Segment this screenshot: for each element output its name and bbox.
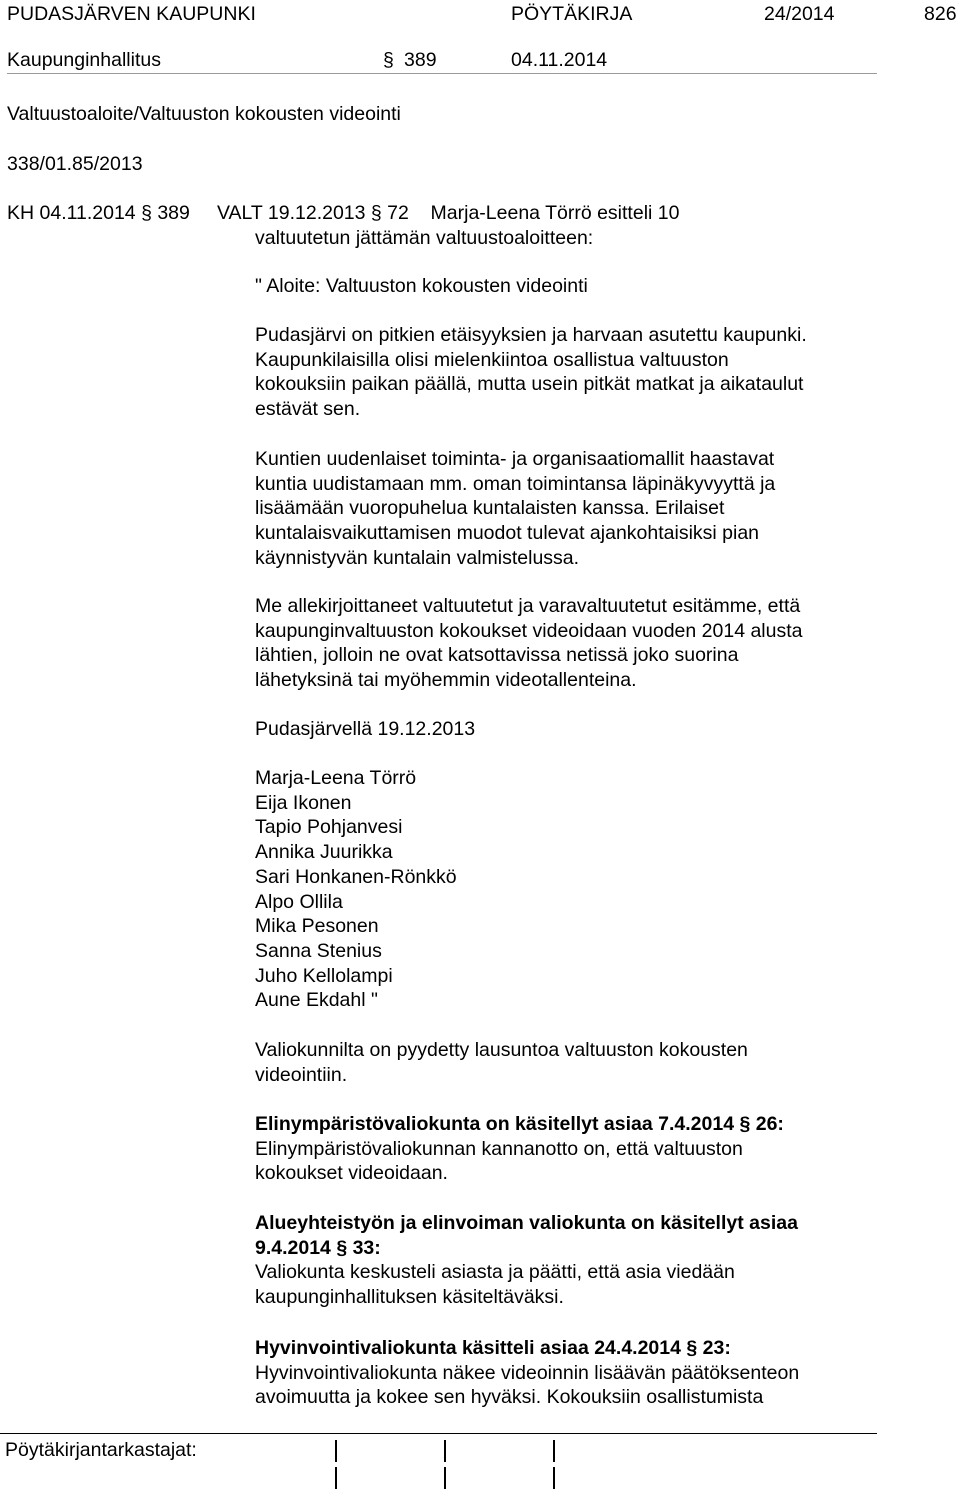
page-number: 826 [924,3,957,25]
statement-2-heading: Alueyhteistyön ja elinvoiman valiokunta on käsitellyt asiaa [255,1212,798,1234]
statement-3: Hyvinvointivaliokunta käsitteli asiaa 24.4.2014 § 23: Hyvinvointivaliokunta näkee videoinnin lisäävän päätöksenteon avoimuutta ja kokee sen hyväksi. Kokouksiin osallistumista [255,1337,800,1409]
signature-box-divider [335,1440,337,1462]
statement-1: Elinympäristövaliokunta on käsitellyt asiaa 7.4.2014 § 26: Elinympäristövaliokunnan kannanotto on, että valtuuston kokoukset videoidaan. [255,1113,784,1185]
doc-number: 24/2014 [764,3,835,25]
aloite-paragraph-3: Me allekirjoittaneet valtuutetut ja varavaltuutetut esitämme, että kaupunginvaltuuston kokoukset videoidaan vuoden 2014 alusta lähtien, jolloin ne ovat katsottavissa netissä joko suorina lähetyksinä tai myöhemmin videotallenteina. [255,595,803,692]
section-symbol: § [383,49,394,71]
signatory: Annika Juurikka [255,841,393,864]
statement-1-heading: Elinympäristövaliokunta on käsitellyt asiaa 7.4.2014 § 26: [255,1113,784,1135]
signatory: Tapio Pohjanvesi [255,816,403,839]
statement-2: Alueyhteistyön ja elinvoiman valiokunta on käsitellyt asiaa 9.4.2014 § 33: Valiokunta keskusteli asiasta ja päätti, että asia viedään kaupunginhallituksen käsiteltäväksi. [255,1212,798,1309]
signatory: Sari Honkanen-Rönkkö [255,865,457,888]
signature-box-divider [444,1440,446,1462]
section-number: 389 [404,49,437,71]
signatory: Eija Ikonen [255,791,352,814]
statements-intro: Valiokunnilta on pyydetty lausuntoa valtuuston kokousten videointiin. [255,1039,748,1086]
signatory: Mika Pesonen [255,915,379,938]
reviewers-label: Pöytäkirjantarkastajat: [5,1439,197,1461]
signature-box-divider [335,1467,337,1489]
aloite-paragraph-1: Pudasjärvi on pitkien etäisyyksien ja harvaan asutettu kaupunki. Kaupunkilaisilla olisi mielenkiintoa osallistua valtuuston kokouksiin paikan päällä, mutta usein pitkät matkat ja aikataulut estävät sen. [255,324,807,421]
header-rule [7,73,877,74]
body-name: Kaupunginhallitus [7,49,161,71]
place-date: Pudasjärvellä 19.12.2013 [255,718,476,740]
signatory: Alpo Ollila [255,890,343,913]
history-line-1: KH 04.11.2014 § 389 VALT 19.12.2013 § 72 Marja-Leena Törrö esitteli 10 [7,202,680,224]
aloite-heading: " Aloite: Valtuuston kokousten videointi [255,275,588,297]
signatory-list [255,766,457,1013]
signature-box-divider [553,1467,555,1489]
signatory: Sanna Stenius [255,939,382,962]
org-name: PUDASJÄRVEN KAUPUNKI [7,3,256,25]
signature-box-divider [553,1440,555,1462]
signature-box-divider [444,1467,446,1489]
footer-rule [0,1433,877,1434]
matter-title: Valtuustoaloite/Valtuuston kokousten videointi [7,103,401,125]
signatory: Marja-Leena Törrö [255,767,417,789]
meeting-date: 04.11.2014 [511,49,608,71]
record-number: 338/01.85/2013 [7,153,143,175]
signatory: Aune Ekdahl " [255,989,378,1012]
aloite-paragraph-2: Kuntien uudenlaiset toiminta- ja organisaatiomallit haastavat kuntia uudistamaan mm. oman toimintansa läpinäkyvyyttä ja lisäämään vuoropuhelua kuntalaisten kanssa. Erilaiset kuntalaisvaikuttamisen muodot tulevat ajankohtaisiksi pian käynnistyvän kuntalain valmistelussa. [255,448,776,569]
history-line-2: valtuutetun jättämän valtuustoaloitteen: [255,227,594,249]
signatory: Juho Kellolampi [255,964,393,987]
statement-3-heading: Hyvinvointivaliokunta käsitteli asiaa 24.4.2014 § 23: [255,1337,731,1359]
doc-type: PÖYTÄKIRJA [511,3,633,25]
